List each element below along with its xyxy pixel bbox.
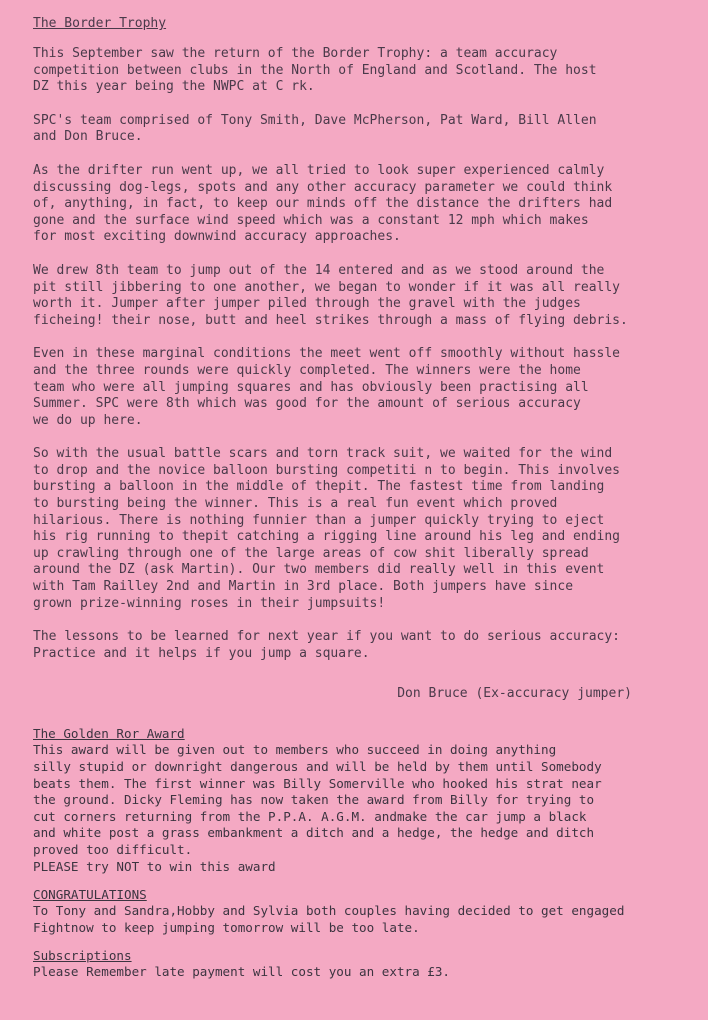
golden-award-text: This award will be given out to members who succeed in doing anything silly stupid or downright dangerous and will be held by them until Somebody beats them. The first winner was Billy Somerville who hooked his strat near the ground. Dicky Fleming has now taken the award from Billy for trying to cut corners returning from the P.P.A. A.G.M. andmake the car jump a black and white post a grass embankment a ditch and a hedge, the hedge and ditch proved too difficult. PLEASE try NOT to win this award bbox=[33, 742, 602, 874]
article-paragraph-6: So with the usual battle scars and torn track suit, we waited for the wind to drop and the novice balloon bursting competiti n to begin. This involves bursting a balloon in the middle of thepit. The fastest time from landing to bursting being the winner. This is a real fun event which proved hilarious. There is nothing funnier than a jumper quickly trying to eject his rig running to thepit catching a rigging line around his leg and ending up crawling through one of the large areas of cow shit liberally spread around the DZ (ask Martin). Our two members did really well in this event with Tam Railley 2nd and Martin in 3rd place. Both jumpers have since grown prize-winning roses in their jumpsuits! bbox=[33, 446, 620, 611]
congratulations-text: To Tony and Sandra,Hobby and Sylvia both couples having decided to get engaged Fightnow to keep jumping tomorrow will be too late. bbox=[33, 903, 625, 935]
golden-award-title: The Golden Ror Award bbox=[33, 726, 185, 742]
congratulations-title: CONGRATULATIONS bbox=[33, 887, 147, 903]
article-paragraph-4: We drew 8th team to jump out of the 14 entered and as we stood around the pit still jibbering to one another, we began to wonder if it was all really worth it. Jumper after jumper piled through the gravel with the judges ficheing! their nose, butt and heel strikes through a mass of flying debris. bbox=[33, 262, 628, 328]
article-paragraph-7: The lessons to be learned for next year if you want to do serious accuracy: Practice and it helps if you jump a square. bbox=[33, 629, 620, 661]
article-title: The Border Trophy bbox=[33, 16, 167, 31]
article-paragraph-5: Even in these marginal conditions the meet went off smoothly without hassle and the three rounds were quickly completed. The winners were the home team who were all jumping squares and has obviously been practising all Summer. SPC were 8th which was good for the amount of serious accuracy we do up here. bbox=[33, 346, 620, 428]
subscriptions-text: Please Remember late payment will cost you an extra £3. bbox=[33, 964, 451, 980]
article-paragraph-1: This September saw the return of the Border Trophy: a team accuracy competition between clubs in the North of England and Scotland. The host DZ this year being the NWPC at C rk. bbox=[33, 46, 597, 95]
article-paragraph-2: SPC's team comprised of Tony Smith, Dave McPherson, Pat Ward, Bill Allen and Don Bruce. bbox=[33, 112, 597, 145]
article-paragraph-3: As the drifter run went up, we all tried to look super experienced calmly discussing dog-legs, spots and any other accuracy parameter we could think of, anything, in fact, to keep our minds off the distance the drifters had gone and the surface wind speed which was a constant 12 mph which makes for most exciting downwind accuracy approaches. bbox=[33, 162, 613, 245]
subscriptions-title: Subscriptions bbox=[33, 948, 132, 964]
notices-section bbox=[33, 726, 678, 981]
article-signature: Don Bruce (Ex-accuracy jumper) bbox=[397, 686, 632, 702]
